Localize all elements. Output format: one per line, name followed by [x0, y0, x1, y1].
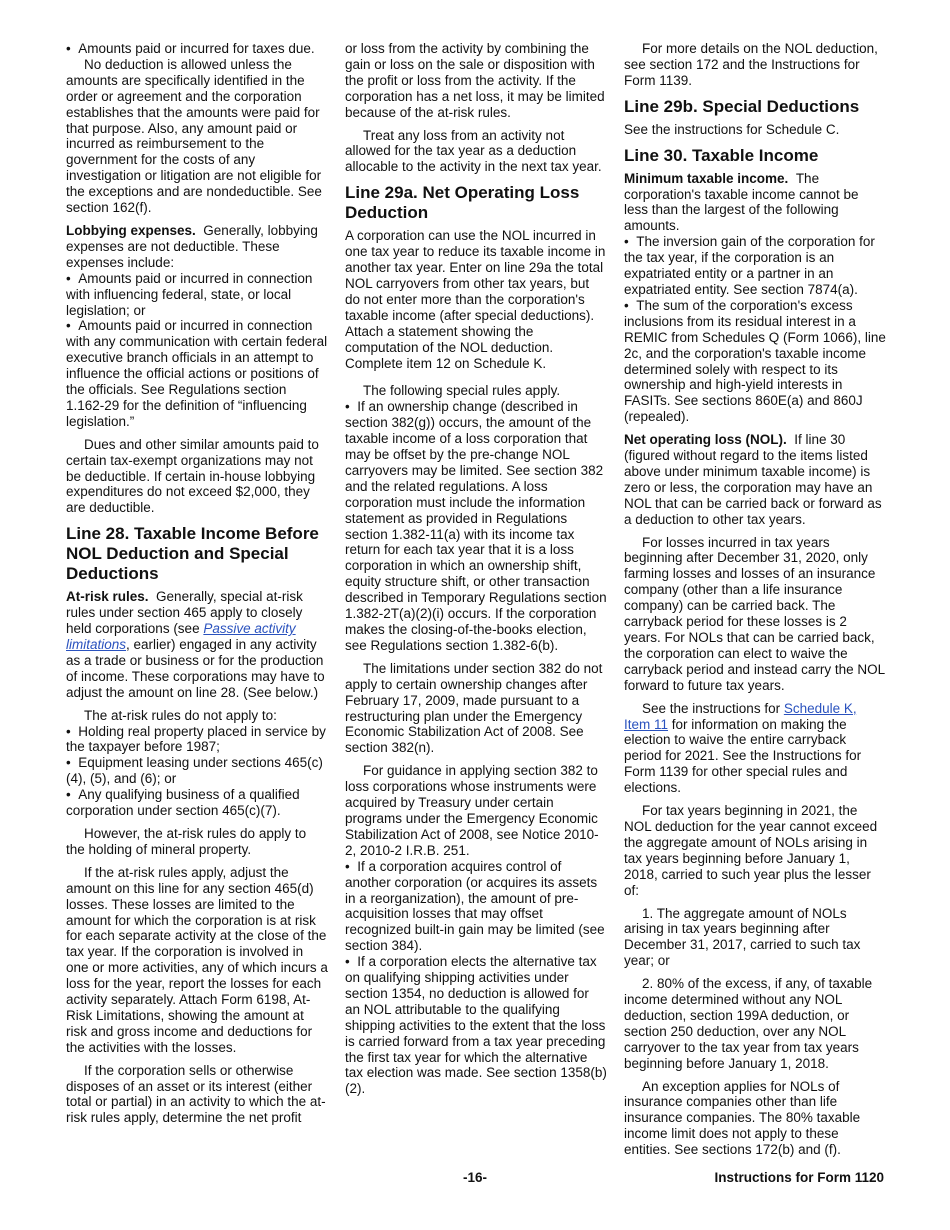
bullet-shipping: • If a corporation elects the alternative tax on qualifying shipping activities under section 1354, no deduction is allowed for an NOL attributable to the qualifying shipping activities to the extent that the loss is carried forward from a tax year preceding the first tax year for which the alternative tax election was made. See section 1358(b)(2). [345, 954, 607, 1097]
bullet-acquires-control: • If a corporation acquires control of another corporation (or acquires its assets in a reorganization), the amount of pre-acquisition losses that may offset recognized built-in gain may be limited (see section 384). [345, 859, 607, 954]
bullet-not-apply-3: • Any qualifying business of a qualified corporation under section 465(c)(7). [66, 787, 328, 819]
passive-activity-link[interactable]: Passive activity limitations [66, 621, 296, 652]
nol-lead: Net operating loss (NOL). [624, 432, 787, 448]
paragraph-special-rules: The following special rules apply. [363, 383, 561, 399]
paragraph-minimum-taxable-income [624, 171, 886, 235]
bullet-not-apply-1: • Holding real property placed in service by the taxpayer before 1987; [66, 724, 328, 756]
lobbying-lead: Lobbying expenses. [66, 222, 196, 238]
paragraph-losses: For losses incurred in tax years beginning after December 31, 2020, only farming losses and losses of an insurance company (other than a life insurance company) can be carried back. The carryback period for these losses is 2 years. For NOLs that can be carried back, the corporation can elect to waive the carryback period and instead carry the NOL forward to future tax years. [624, 534, 885, 693]
paragraph-however: However, the at-risk rules do apply to the holding of mineral property. [66, 825, 307, 857]
bullet-excess-inclusions: • The sum of the corporation's excess inclusions from its residual interest in a REMIC from Schedules Q (Form 1066), line 2c, and the corporation's taxable income determined solely with respect to its ownership and high-yield interests in FASITs. See sections 860E(a) and 860J (repealed). [624, 298, 886, 425]
see-schedule-k-text-2: for information on making the election to waive the entire carryback period for 2021. See the Instructions for Form 1139 for other special rules and elections. [624, 716, 862, 796]
paragraph-sells: If the corporation sells or otherwise disposes of an asset or its interest (either total or partial) in an activity to which the at-risk rules apply, determine the net profit [66, 1062, 326, 1126]
paragraph-guidance: For guidance in applying section 382 to loss corporations whose instruments were acquired by Treasury under certain programs under the Emergency Economic Stabilization Act of 2008, see Notice 2010-2, 2010-2 I.R.B. 251. [345, 763, 599, 858]
schedule-k-item-11-link[interactable]: Schedule K, Item 11 [624, 700, 857, 732]
at-risk-lead: At-risk rules. [66, 589, 149, 605]
paragraph-dues: Dues and other similar amounts paid to certain tax-exempt organizations may not be deductible. If certain in-house lobbying expenditures do not exceed $2,000, they are deductible. [66, 436, 319, 516]
minimum-taxable-income-text: The corporation's taxable income cannot be less than the largest of the following amounts. [624, 170, 859, 234]
paragraph-treat: Treat any loss from an activity not allowed for the tax year as a deduction allocable to the activity in the next tax year. [345, 127, 602, 175]
form-title-footer: Instructions for Form 1120 [714, 1170, 884, 1185]
page-number: -16- [462, 1170, 487, 1185]
paragraph-sells-continued: or loss from the activity by combining the gain or loss on the sale or disposition with the profit or loss from the activity. If the corporation has a net loss, it may be limited because of the at-risk rules. [345, 41, 605, 120]
heading-line-28: Line 28. Taxable Income Before NOL Deduction and Special Deductions [66, 524, 319, 584]
paragraph-exception: An exception applies for NOLs of insurance companies other than life insurance companies. The 80% taxable income limit does not apply to these entities. See sections 172(b) and (f). [624, 1078, 861, 1158]
numbered-item-1: 1. The aggregate amount of NOLs arising in tax years beginning after December 31, 2017, carried to such tax year; or [624, 905, 861, 969]
heading-line-29b: Line 29b. Special Deductions [624, 96, 860, 116]
at-risk-text-1: Generally, special at-risk rules under section 465 apply to closely held corporations (see [66, 589, 303, 637]
bullet-inversion-gain: • The inversion gain of the corporation for the tax year, if the corporation is an expatriated entity or a partner in an expatriated entity. See section 7874(a). [624, 234, 886, 298]
paragraph-not-apply: The at-risk rules do not apply to: [84, 707, 277, 723]
paragraph-more-details: For more details on the NOL deduction, see section 172 and the Instructions for Form 1139. [624, 41, 878, 88]
paragraph-if-apply: If the at-risk rules apply, adjust the amount on this line for any section 465(d) losses. These losses are limited to the amount for which the corporation is at risk for each separate activity at the close of the tax year. If the corporation is involved in one or more activities, any of which incurs a loss for the year, report the losses for each activity separately. Attach Form 6198, At-Risk Limitations, showing the amount at risk and gross income and deductions for the activities with the losses. [66, 864, 328, 1055]
bullet-lobbying-1: • Amounts paid or incurred in connection with influencing federal, state, or local legislation; or [66, 271, 328, 319]
paragraph-lobbying [66, 223, 328, 271]
paragraph-nol-use: A corporation can use the NOL incurred in one tax year to reduce its taxable income in another tax year. Enter on line 29a the total NOL carryovers from other tax years, but do not enter more than the corporation's taxable income (after special deductions). Attach a statement showing the computation of the NOL deduction. Complete item 12 on Schedule K. [345, 228, 606, 371]
column-2 [345, 41, 607, 1097]
paragraph-nol [624, 432, 886, 527]
paragraph-at-risk [66, 589, 328, 700]
paragraph-see-schedule-k [624, 701, 886, 796]
bullet-not-apply-2: • Equipment leasing under sections 465(c)(4), (5), and (6); or [66, 755, 328, 787]
numbered-item-2: 2. 80% of the excess, if any, of taxable income determined without any NOL deduction, section 199A deduction, or section 250 deduction, over any NOL carryover to the tax year from tax years beginning before January 1, 2018. [624, 976, 873, 1071]
heading-line-30: Line 30. Taxable Income [624, 145, 819, 165]
minimum-taxable-income-lead: Minimum taxable income. [624, 170, 789, 186]
paragraph-see-schedule-c: See the instructions for Schedule C. [624, 121, 840, 137]
paragraph-no-deduction: No deduction is allowed unless the amounts are specifically identified in the order or agreement and the corporation establishes that the amounts were paid for that purpose. Also, any amount paid or incurred as reimbursement to the government for the costs of any investigation or litigation are not eligible for the exceptions and are nondeductible. See section 162(f). [66, 56, 322, 216]
paragraph-limitations: The limitations under section 382 do not apply to certain ownership changes after February 17, 2009, made pursuant to a restructuring plan under the Emergency Economic Stabilization Act of 2008. See section 382(n). [345, 660, 603, 756]
bullet-taxes-due: • Amounts paid or incurred for taxes due. [66, 41, 328, 57]
paragraph-2021-limit: For tax years beginning in 2021, the NOL deduction for the year cannot exceed the aggregate amount of NOLs arising in tax years beginning before January 1, 2018, carried to such year plus the lesser of: [624, 803, 878, 898]
at-risk-text-2: , earlier) engaged in any activity as a trade or business or for the production of income. These corporations may have to adjust the amount on line 28. (See below.) [66, 637, 325, 700]
lobbying-text: Generally, lobbying expenses are not deductible. These expenses include: [66, 222, 318, 270]
column-3 [624, 41, 886, 1165]
heading-line-29a: Line 29a. Net Operating Loss Deduction [345, 183, 580, 223]
see-schedule-k-text-1: See the instructions for [642, 700, 781, 716]
nol-text: If line 30 (figured without regard to the items listed above under minimum taxable income) is zero or less, the corporation may have an NOL that can be carried back or forward as a deduction to other tax years. [624, 432, 882, 527]
bullet-lobbying-2: • Amounts paid or incurred in connection with any communication with certain federal executive branch officials in an attempt to influence the official actions or positions of the officials. See Regulations section 1.162-29 for the definition of “influencing legislation.” [66, 318, 328, 429]
column-1 [66, 41, 328, 1133]
bullet-ownership-change: • If an ownership change (described in section 382(g)) occurs, the amount of the taxable income of a loss corporation that may be offset by the pre-change NOL carryovers may be limited. See section 382 and the related regulations. A loss corporation must include the information statement as provided in Regulations section 1.382-11(a) with its income tax return for each tax year that it is a loss corporation in which an ownership shift, equity structure shift, or other transaction described in Temporary Regulations section 1.382-2T(a)(2)(i) occurs. If the corporation makes the closing-of-the-books election, see Regulations section 1.382-6(b). [345, 399, 607, 654]
